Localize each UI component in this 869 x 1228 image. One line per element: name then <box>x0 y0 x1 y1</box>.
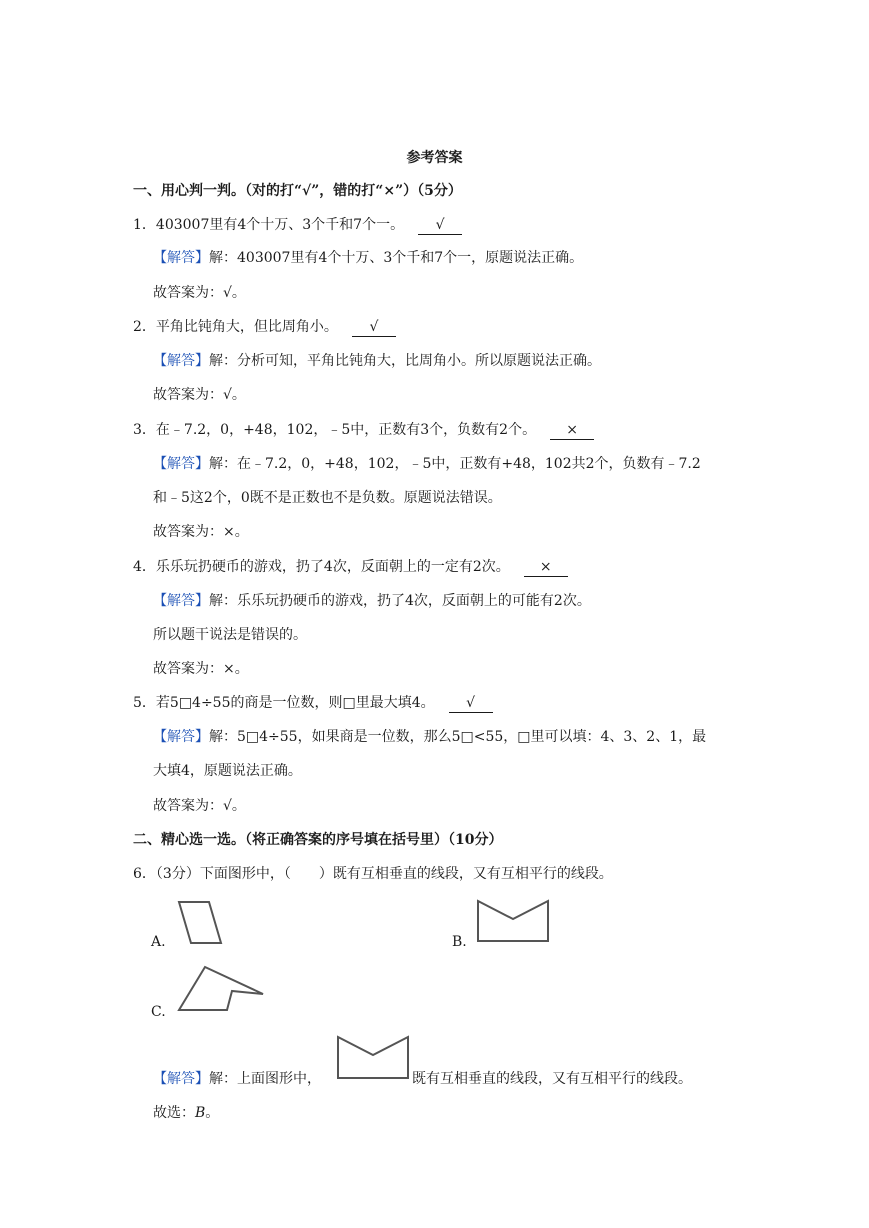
option-c-label: C. <box>151 1004 166 1020</box>
final-answer-1: 故答案为：√。 <box>153 285 246 301</box>
solution-6-start <box>153 1069 321 1089</box>
solution-tag: 【解答】 <box>153 250 209 266</box>
question-1 <box>133 215 462 235</box>
solution-text: 解：上面图形中， <box>209 1071 321 1087</box>
option-a-label: A. <box>151 934 166 950</box>
option-b-label: B. <box>452 934 467 950</box>
solution-6-end: 既有互相垂直的线段，又有互相平行的线段。 <box>412 1071 692 1087</box>
final-answer-5: 故答案为：√。 <box>153 798 246 814</box>
final-choice-letter: B <box>195 1105 206 1121</box>
question-text: 1．403007里有4个十万、3个千和7个一。 <box>133 217 405 233</box>
final-choice <box>153 1103 219 1123</box>
solution-tag: 【解答】 <box>153 729 209 745</box>
answer-blank: √ <box>352 318 396 337</box>
solution-line: 解：5□4÷55，如果商是一位数，那么5□<55，□里可以填：4、3、2、1，最 <box>209 729 707 745</box>
solution-line: 解：在﹣7.2，0，+48，102，﹣5中，正数有+48，102共2个，负数有﹣7.2 <box>209 456 701 472</box>
option-a-parallelogram-figure <box>175 900 225 946</box>
page-title: 参考答案 <box>406 150 463 166</box>
solution-tag: 【解答】 <box>153 456 209 472</box>
question-5 <box>133 693 493 713</box>
answer-blank: √ <box>418 216 462 235</box>
final-answer-3: 故答案为：×。 <box>153 524 249 540</box>
solution-line: 解：乐乐玩扔硬币的游戏，扔了4次，反面朝上的可能有2次。 <box>209 593 591 609</box>
solution-2 <box>153 351 601 371</box>
solution-4 <box>153 591 591 611</box>
final-answer-4: 故答案为：×。 <box>153 661 249 677</box>
solution-3-line-2: 和﹣5这2个，0既不是正数也不是负数。原题说法错误。 <box>153 490 502 506</box>
section-2-heading: 二、精心选一选。（将正确答案的序号填在括号里）（10分） <box>133 832 503 848</box>
solution-line: 解：403007里有4个十万、3个千和7个一，原题说法正确。 <box>209 250 584 266</box>
question-2 <box>133 317 396 337</box>
section-1-heading: 一、用心判一判。（对的打“√”，错的打“×”）（5分） <box>133 183 462 199</box>
question-text: 4．乐乐玩扔硬币的游戏，扔了4次，反面朝上的一定有2次。 <box>133 559 510 575</box>
solution-3 <box>153 454 701 474</box>
question-text: 2．平角比钝角大，但比周角小。 <box>133 319 338 335</box>
solution-tag: 【解答】 <box>153 353 209 369</box>
option-b-notched-rectangle-figure <box>476 898 552 944</box>
question-3 <box>133 420 594 440</box>
answer-blank: × <box>550 421 594 440</box>
final-label: 故选： <box>153 1105 195 1121</box>
question-text: 3．在﹣7.2，0，+48，102，﹣5中，正数有3个，负数有2个。 <box>133 422 537 438</box>
solution-5 <box>153 727 706 747</box>
solution-notched-rectangle-figure <box>336 1034 412 1082</box>
answer-blank: × <box>524 558 568 577</box>
solution-1 <box>153 248 583 268</box>
answer-blank: √ <box>449 694 493 713</box>
option-c-irregular-polygon-figure <box>175 964 269 1014</box>
question-4 <box>133 557 568 577</box>
question-text: 5．若5□4÷55的商是一位数，则□里最大填4。 <box>133 695 435 711</box>
solution-line: 解：分析可知，平角比钝角大，比周角小。所以原题说法正确。 <box>209 353 601 369</box>
question-6: 6．（3分）下面图形中，（ ）既有互相垂直的线段，又有互相平行的线段。 <box>133 866 613 882</box>
final-answer-2: 故答案为：√。 <box>153 387 246 403</box>
solution-5-line-2: 大填4，原题说法正确。 <box>153 763 302 779</box>
final-end: 。 <box>205 1105 220 1121</box>
solution-tag: 【解答】 <box>153 1071 209 1087</box>
solution-4-line-2: 所以题干说法是错误的。 <box>153 627 307 643</box>
solution-tag: 【解答】 <box>153 593 209 609</box>
